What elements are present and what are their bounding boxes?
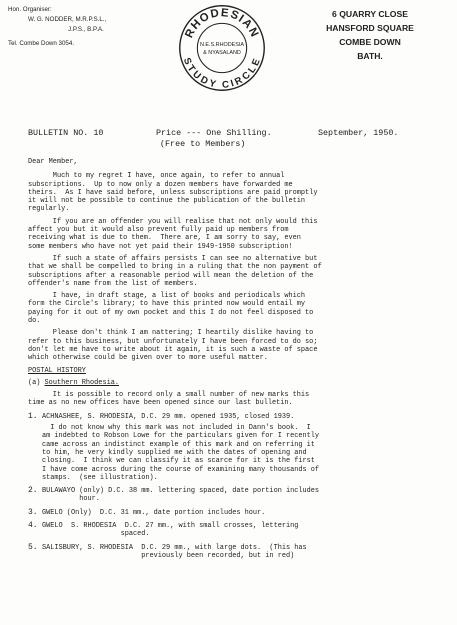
seal-top-text: RHODESIAN <box>183 7 261 40</box>
letter-paragraph: Much to my regret I have, once again, to refer to annual subscriptions. Up to now only a dozen members have forwarded me theirs. As I have said before, unless subscriptions are paid promptly it will not be possible to continue the publication of the bulletin regularly. <box>28 172 318 214</box>
letter-paragraph: Please don't think I am nattering; I heartily dislike having to refer to this business, but unfortunately I have been forced to do so; don't let me have to write about it again, it is such a waste of space which otherwise could be given over to more useful matter. <box>28 329 318 363</box>
postal-history-intro: It is possible to record only a small number of new marks this time as no new offices have been opened since our last bulletin. <box>28 391 310 408</box>
item-number: 2. <box>28 486 38 496</box>
seal-bottom-text: STUDY CIRCLE <box>180 56 264 92</box>
seal-inner-line-1: N.E.S.RHODESIA <box>199 42 245 49</box>
postmark-item <box>28 544 448 561</box>
seal-inner-line-2: & NYASALAND <box>203 50 241 57</box>
bulletin-free-note: (Free to Members) <box>160 139 246 149</box>
postmark-item <box>28 522 448 539</box>
subsection-heading: (a) Southern Rhodesia. <box>28 378 119 387</box>
item-number: 5. <box>28 542 38 552</box>
letter-body <box>28 158 448 563</box>
svg-text:STUDY CIRCLE <box>181 56 263 91</box>
item-number: 4. <box>28 520 38 530</box>
salutation: Dear Member, <box>28 158 78 166</box>
item-number: 3. <box>28 507 38 517</box>
postal-history-heading: POSTAL HISTORY <box>28 366 86 375</box>
organiser-qualifications: J.P.S., B.P.A. <box>68 26 104 33</box>
rhodesian-study-circle-seal <box>178 4 266 92</box>
address-line: COMBE DOWN <box>339 37 401 47</box>
address-line: BATH. <box>357 51 383 61</box>
postmark-item <box>28 509 448 517</box>
letter-paragraph: I have, in draft stage, a list of books and periodicals which form the Circle's library; to have this printed now would entail my paying for it out of my own pocket and this I do not feel disposed to do. <box>28 292 314 326</box>
letter-paragraph: If such a state of affairs persists I can see no alternative but that we shall be compelled to bring in a ruling that the non payment of subscriptions after a reasonable period will mean the deletion of the offender's name from the list of members. <box>28 254 322 288</box>
organiser-label: Hon. Organiser: <box>8 6 52 13</box>
letter-paragraph: If you are an offender you will realise that not only would this affect you but it would also prevent fully paid up members from receiving what is due to them. There are, I am sorry to say, even some members who have not yet paid their 1949-1950 subscription! <box>28 217 318 251</box>
item-text: GWELO S. RHODESIA D.C. 27 mm., with small crosses, lettering spaced. <box>42 521 299 539</box>
item-detail: I do not know why this mark was not included in Dann's book. I am indebted to Robson Lowe for the particulars given for I recently came across an indistinct example of this mark and on referring it to him, he very kindly supplied me with the dates of opening and closing. I think we can classify it as scarce for it is the first I have come across during the course of examining many thousands of stamps. (see illustration). <box>42 424 320 482</box>
item-text: SALISBURY, S. RHODESIA D.C. 29 mm., with large dots. (This has previously been recorded, but in red) <box>42 543 307 560</box>
organiser-name: W. G. NODDER, M.R.P.S.L., <box>28 16 107 23</box>
bulletin-date: September, 1950. <box>318 128 399 138</box>
item-text: GWELO (Only) D.C. 31 mm., date portion includes hour. <box>42 508 266 517</box>
organiser-block <box>8 5 106 49</box>
organiser-telephone: Tel. Combe Down 3054. <box>8 40 75 47</box>
bulletin-price: Price --- One Shilling. <box>156 128 272 138</box>
bulletin-number: BULLETIN NO. 10 <box>28 128 104 138</box>
item-text: BULAWAYO (only) D.C. 38 mm. lettering spaced, date portion includes hour. <box>42 487 320 504</box>
item-number: 1. <box>28 411 38 421</box>
item-text: ACHNASHEE, S. RHODESIA, D.C. 29 mm. opened 1935, closed 1939. <box>42 412 295 421</box>
address-block <box>300 7 440 63</box>
address-line: 6 QUARRY CLOSE <box>332 9 408 19</box>
address-line: HANSFORD SQUARE <box>326 23 414 33</box>
postmark-item <box>28 413 448 421</box>
postmark-item <box>28 487 448 504</box>
